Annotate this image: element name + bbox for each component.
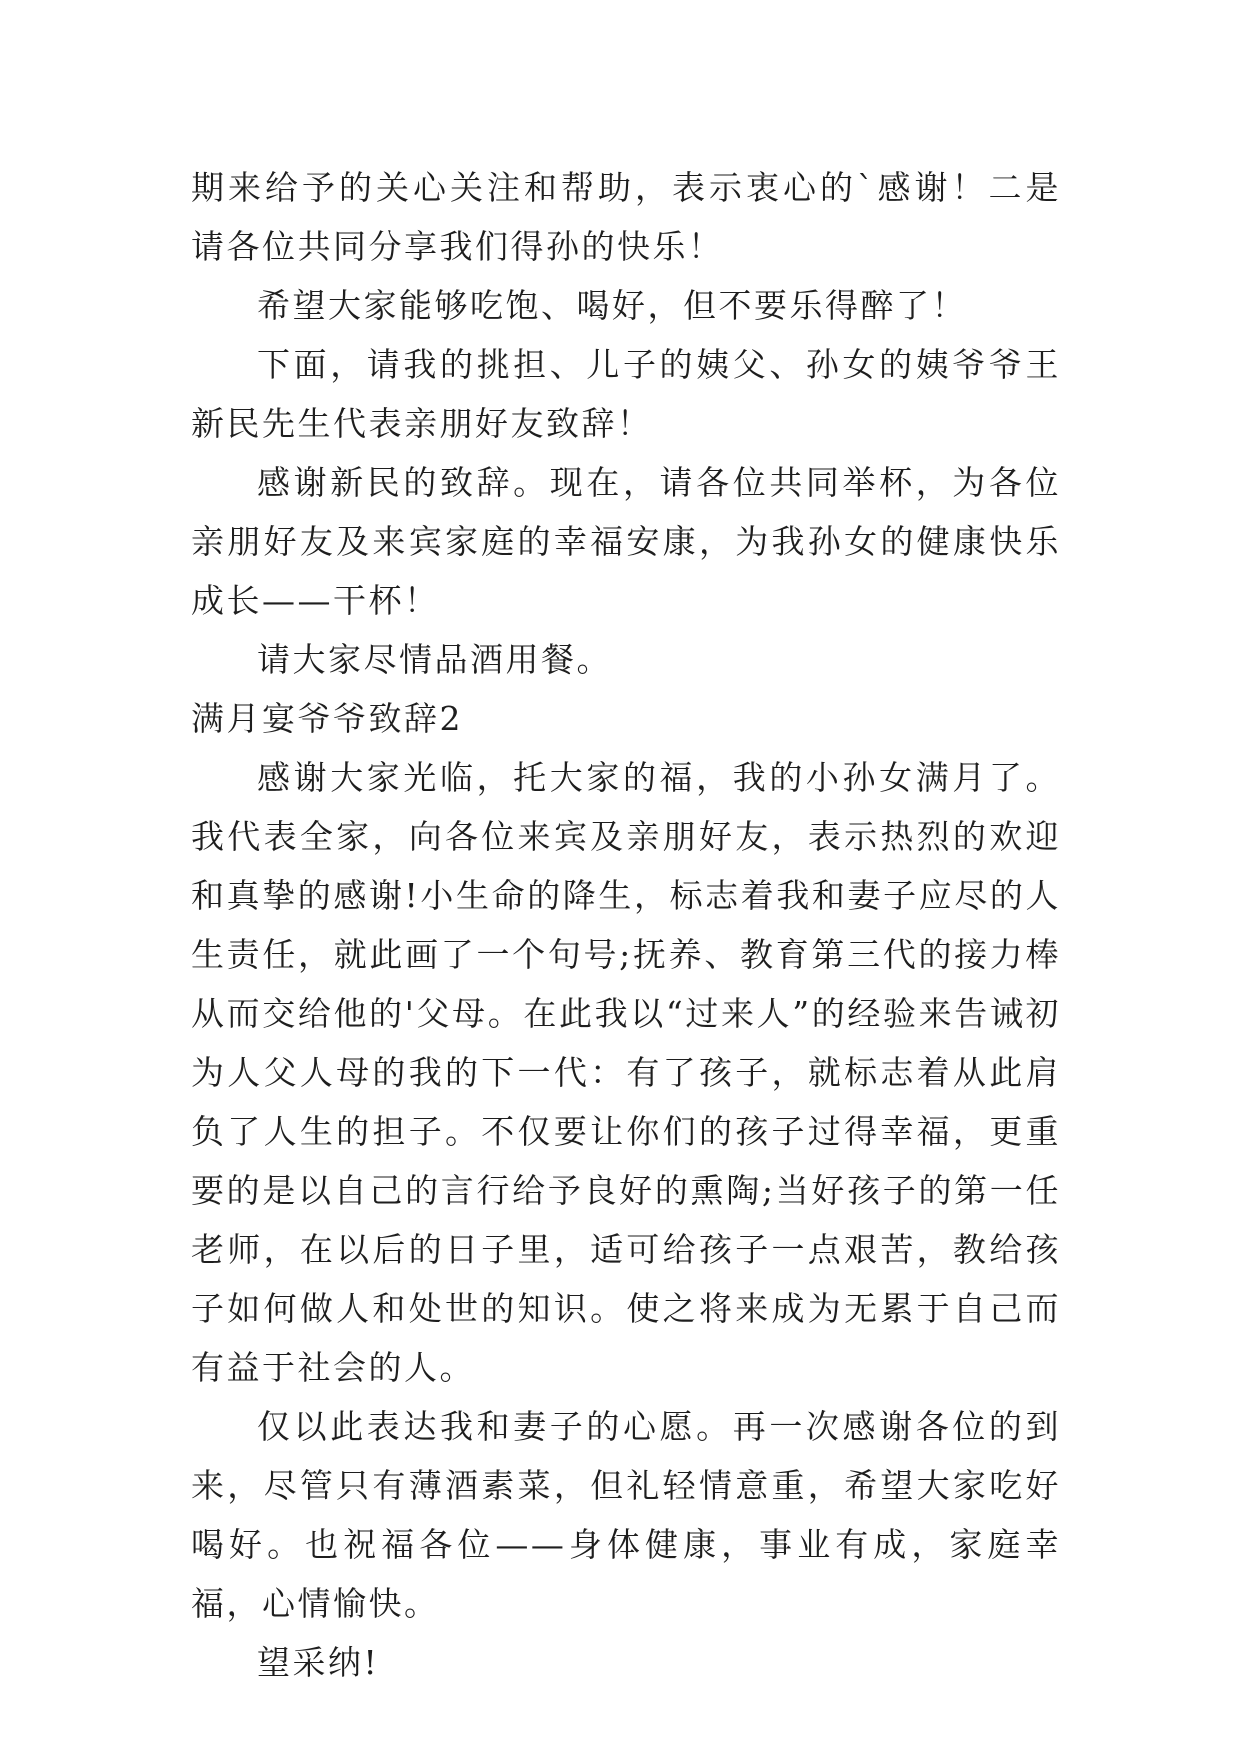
paragraph-hope: 希望大家能够吃饱、喝好，但不要乐得醉了！	[257, 286, 967, 325]
paragraph-invite-speech: 下面，请我的挑担、儿子的姨父、孙女的姨爷爷王新民先生代表亲朋好友致辞！	[191, 345, 1061, 443]
paragraph-toast: 感谢新民的致辞。现在，请各位共同举杯，为各位亲朋好友及来宾家庭的幸福安康，为我孙女的健康快乐成长——干杯！	[191, 463, 1061, 620]
paragraph-closing: 望采纳!	[257, 1643, 380, 1682]
paragraph-thanks: 感谢大家光临，托大家的福，我的小孙女满月了。我代表全家，向各位来宾及亲朋好友，表示热烈的欢迎和真挚的感谢!小生命的降生，标志着我和妻子应尽的人生责任，就此画了一个句号;抚养、教育第三代的接力棒从而交给他的'父母。在此我以“过来人”的经验来告诫初为人父人母的我的下一代：有了孩子，就标志着从此肩负了人生的担子。不仅要让你们的孩子过得幸福，更重要的是以自己的言行给予良好的熏陶;当好孩子的第一任老师，在以后的日子里，适可给孩子一点艰苦，教给孩子如何做人和处世的知识。使之将来成为无累于自己而有益于社会的人。	[191, 758, 1061, 1387]
paragraph-wishes: 仅以此表达我和妻子的心愿。再一次感谢各位的到来，尽管只有薄酒素菜，但礼轻情意重，希望大家吃好喝好。也祝福各位——身体健康，事业有成，家庭幸福，心情愉快。	[191, 1407, 1061, 1623]
paragraph-enjoy: 请大家尽情品酒用餐。	[257, 640, 612, 679]
paragraph-continued: 期来给予的关心关注和帮助，表示衷心的`感谢！二是请各位共同分享我们得孙的快乐！	[191, 168, 1061, 266]
section-heading: 满月宴爷爷致辞2	[191, 699, 463, 738]
document-body	[191, 158, 1061, 1692]
